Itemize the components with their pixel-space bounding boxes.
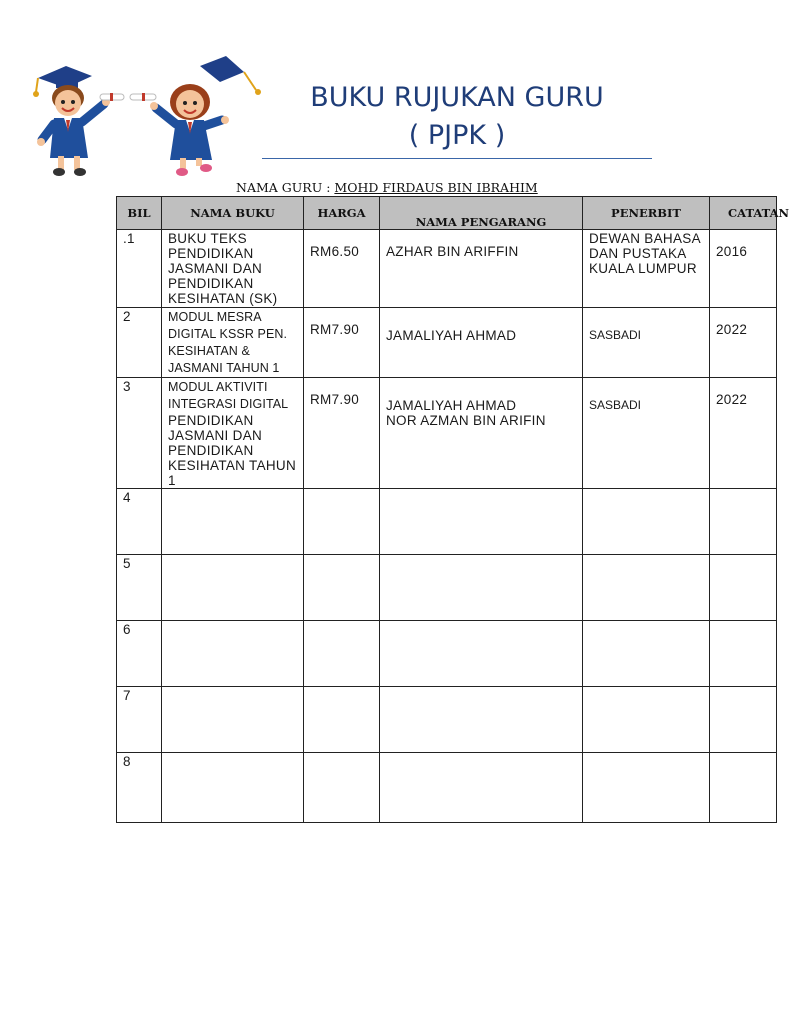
reference-book-table xyxy=(116,196,789,823)
row-number: 2 xyxy=(123,309,131,324)
book-title-part1: MODUL AKTIVITI INTEGRASI DIGITAL xyxy=(168,380,289,411)
table-row xyxy=(117,687,777,753)
row-number: 7 xyxy=(123,688,131,703)
book-author: AZHAR BIN ARIFFIN xyxy=(386,244,519,259)
row-number: 4 xyxy=(123,490,131,505)
row-number: 6 xyxy=(123,622,131,637)
book-price: RM7.90 xyxy=(310,322,360,337)
col-header-notes: CATATAN xyxy=(710,197,777,230)
table-row xyxy=(117,378,777,489)
graduating-children-clipart xyxy=(30,50,270,180)
table-row xyxy=(117,489,777,555)
row-number: .1 xyxy=(123,231,135,246)
table-row xyxy=(117,555,777,621)
book-publisher: DEWAN BAHASA DAN PUSTAKA KUALA LUMPUR xyxy=(589,231,701,276)
book-note: 2022 xyxy=(716,322,748,337)
table-row xyxy=(117,753,777,823)
graduate-girl-icon xyxy=(130,56,261,176)
book-author-1: JAMALIYAH AHMAD xyxy=(386,398,517,413)
row-number: 8 xyxy=(123,754,131,769)
table-row xyxy=(117,621,777,687)
table-row xyxy=(117,308,777,378)
teacher-name: MOHD FIRDAUS BIN IBRAHIM xyxy=(334,180,538,195)
book-publisher: SASBADI xyxy=(589,328,642,342)
book-note: 2016 xyxy=(716,244,748,259)
table-header-row xyxy=(117,197,777,230)
teacher-line xyxy=(236,180,538,195)
book-author: JAMALIYAH AHMAD xyxy=(386,328,517,343)
row-number: 3 xyxy=(123,379,131,394)
col-header-author: NAMA PENGARANG xyxy=(380,197,583,230)
book-author-2: NOR AZMAN BIN ARIFIN xyxy=(386,413,546,428)
table-row xyxy=(117,230,777,308)
graduate-boy-icon xyxy=(33,66,124,176)
title-divider xyxy=(262,158,652,159)
book-note: 2022 xyxy=(716,392,748,407)
book-title-part2: PENDIDIKAN JASMANI DAN PENDIDIKAN KESIHATAN TAHUN 1 xyxy=(168,413,297,488)
col-header-publisher: PENERBIT xyxy=(583,197,710,230)
page-subtitle: ( PJPK ) xyxy=(408,120,506,151)
row-number: 5 xyxy=(123,556,131,571)
page-title: BUKU RUJUKAN GURU xyxy=(310,82,604,113)
col-header-bil: BIL xyxy=(117,197,162,230)
col-header-price: HARGA xyxy=(304,197,380,230)
book-price: RM6.50 xyxy=(310,244,360,259)
book-title: BUKU TEKS PENDIDIKAN JASMANI DAN PENDIDIKAN KESIHATAN (SK) xyxy=(168,231,278,306)
teacher-label: NAMA GURU : xyxy=(236,180,335,195)
book-title: MODUL MESRA DIGITAL KSSR PEN. KESIHATAN & JASMANI TAHUN 1 xyxy=(168,310,288,375)
col-header-book: NAMA BUKU xyxy=(162,197,304,230)
book-price: RM7.90 xyxy=(310,392,360,407)
book-publisher: SASBADI xyxy=(589,398,642,412)
